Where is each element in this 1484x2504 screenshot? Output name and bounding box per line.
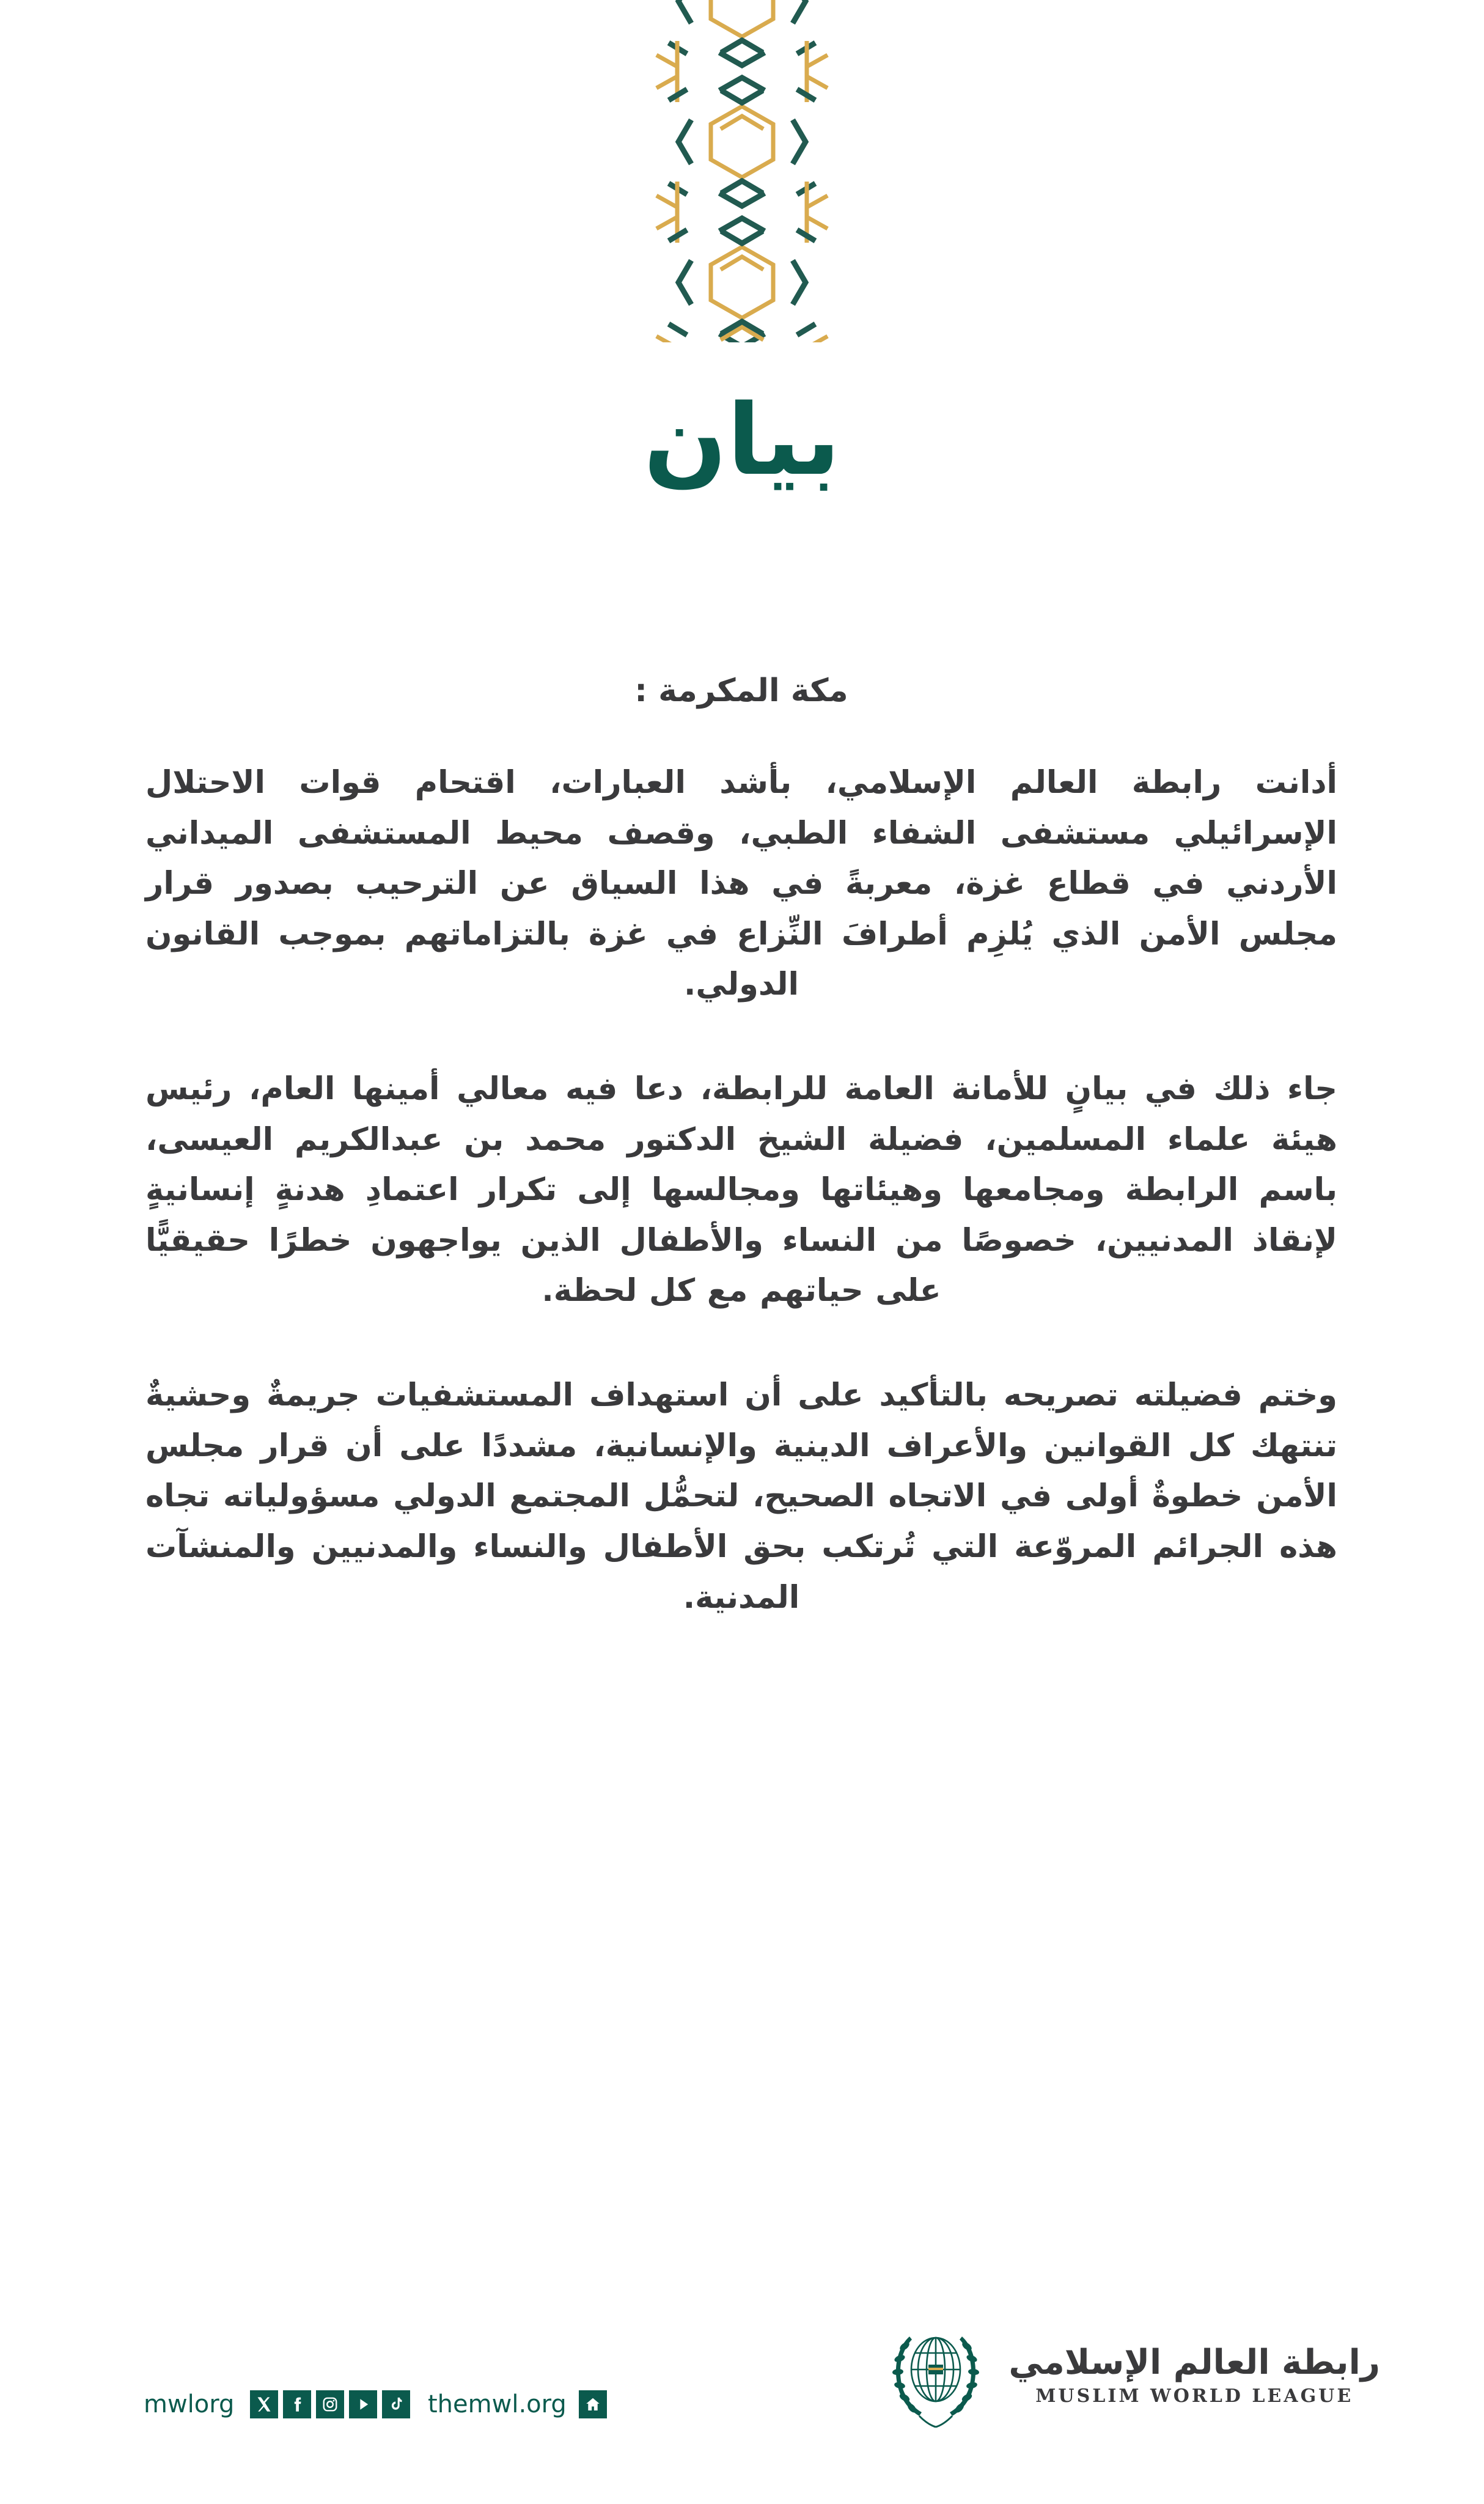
website-url: themwl.org [428, 2390, 567, 2418]
statement-paragraph: أدانت رابطة العالم الإسلامي، بأشد العبارات، اقتحام قوات الاحتلال الإسرائيلي مستشفى الشفاء الطبي، وقصف محيط المستشفى الميداني الأردني في قطاع غزة، معربةً في هذا السياق عن الترحيب بصدور قرار مجلس الأمن الذي يُلزِم أطرافَ النِّزاع في غزة بالتزاماتهم بموجب القانون الدولي. [145, 765, 1337, 1003]
logo-arabic-name: رابطة العالم الإسلامي [1008, 2343, 1380, 2382]
social-media-block [144, 2390, 410, 2418]
social-handle: mwlorg [144, 2390, 235, 2418]
dateline: مكة المكرمة : [634, 672, 848, 709]
page-title-wrapper [0, 383, 1484, 497]
statement-body [145, 672, 1337, 1623]
page-footer [0, 2302, 1484, 2504]
page-title: بيان [643, 383, 841, 497]
tiktok-icon[interactable] [382, 2390, 410, 2418]
geometric-ornament-pattern [614, 0, 870, 342]
logo-text-block [1008, 2343, 1380, 2407]
statement-paragraph: وختم فضيلته تصريحه بالتأكيد على أن استهداف المستشفيات جريمةٌ وحشيةٌ تنتهك كل القوانين والأعراف الدينية والإنسانية، مشددًا على أن قرار مجلس الأمن خطوةٌ أولى في الاتجاه الصحيح، لتحمُّل المجتمع الدولي مسؤولياته تجاه هذه الجرائم المروّعة التي تُرتكب بحق الأطفال والنساء والمدنيين والمنشآت المدنية. [145, 1377, 1337, 1616]
facebook-icon[interactable] [283, 2390, 311, 2418]
youtube-icon[interactable] [349, 2390, 377, 2418]
organization-logo [884, 2319, 1380, 2432]
home-icon[interactable] [579, 2390, 607, 2418]
globe-laurel-wreath-icon [884, 2319, 988, 2432]
website-block [428, 2390, 607, 2418]
social-icon-row [250, 2390, 410, 2418]
statement-paragraph: جاء ذلك في بيانٍ للأمانة العامة للرابطة، دعا فيه معالي أمينها العام، رئيس هيئة علماء المسلمين، فضيلة الشيخ الدكتور محمد بن عبدالكريم العيسى، باسم الرابطة ومجامعها وهيئاتها ومجالسها إلى تكرار اعتمادِ هدنةٍ إنسانيةٍ لإنقاذ المدنيين، خصوصًا من النساء والأطفال الذين يواجهون خطرًا حقيقيًّا على حياتهم مع كل لحظة. [145, 1071, 1337, 1309]
instagram-icon[interactable] [316, 2390, 344, 2418]
x-twitter-icon[interactable] [250, 2390, 278, 2418]
logo-english-name: MUSLIM WORLD LEAGUE [1035, 2385, 1354, 2407]
